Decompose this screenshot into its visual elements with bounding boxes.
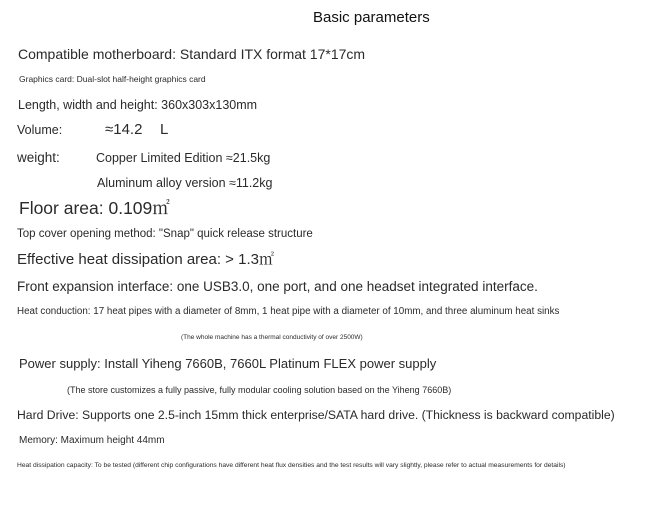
top-cover-line: Top cover opening method: "Snap" quick release structure (17, 228, 313, 240)
store-note: (The store customizes a fully passive, fully modular cooling solution based on the Yiheng 7660B) (67, 385, 452, 395)
heat-conduction-line: Heat conduction: 17 heat pipes with a diameter of 8mm, 1 heat pipe with a diameter of 10mm, and three aluminum heat sinks (17, 306, 560, 317)
volume-unit: L (160, 121, 169, 138)
thermal-note: (The whole machine has a thermal conductivity of over 2500W) (181, 334, 363, 341)
power-supply-line: Power supply: Install Yiheng 7660B, 7660L Platinum FLEX power supply (19, 356, 437, 371)
page-title: Basic parameters (313, 9, 430, 26)
motherboard-line: Compatible motherboard: Standard ITX format 17*17cm (18, 46, 366, 62)
volume-value: ≈14.2 (105, 121, 143, 138)
heat-capacity-line: Heat dissipation capacity: To be tested (different chip configurations have different heat flux densities and the test results will vary slightly, please refer to actual measurements for details) (17, 462, 566, 469)
weight-copper: Copper Limited Edition ≈21.5kg (96, 151, 271, 165)
volume-label: Volume: (17, 123, 63, 137)
hard-drive-line: Hard Drive: Supports one 2.5-inch 15mm thick enterprise/SATA hard drive. (Thickness is backward compatible) (17, 408, 615, 422)
graphics-card-line: Graphics card: Dual-slot half-height graphics card (19, 74, 206, 84)
weight-label: weight: (17, 150, 60, 165)
dimensions-line: Length, width and height: 360x303x130mm (18, 98, 258, 112)
front-interface-line: Front expansion interface: one USB3.0, one port, and one headset integrated interface. (17, 279, 538, 294)
heat-area-line: Effective heat dissipation area: > 1.3㎡ (17, 251, 274, 268)
weight-aluminum: Aluminum alloy version ≈11.2kg (97, 176, 273, 190)
floor-area-line: Floor area: 0.109㎡ (19, 198, 170, 218)
memory-line: Memory: Maximum height 44mm (19, 435, 165, 446)
